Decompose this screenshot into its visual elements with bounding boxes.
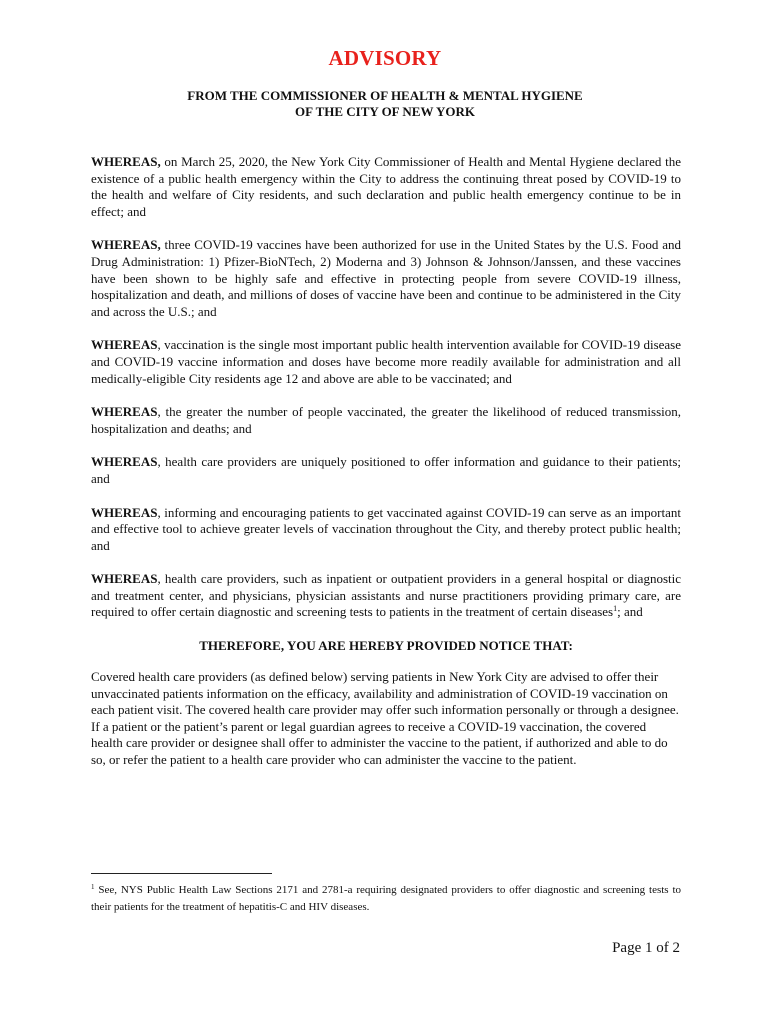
covered-providers-paragraph: Covered health care providers (as defined below) serving patients in New York City are advised to offer their unvaccinated patients information on the efficacy, availability and administration of COVID-19 vaccination on each patient visit. The covered health care provider may offer such information personally or through a designee. If a patient or the patient’s parent or legal guardian agrees to receive a COVID-19 vaccination, the covered health care provider or designee shall offer to administer the vaccine to the patient, if authorized and able to do so, or refer the patient to a health care provider who can administer the vaccine to the patient. <box>91 669 679 768</box>
whereas-paragraph-2 <box>91 237 681 320</box>
whereas-text: on March 25, 2020, the New York City Commissioner of Health and Mental Hygiene declared the existence of a public health emergency within the City to address the continuing threat posed by COVID-19 to the health and welfare of City residents, and such declaration and public health emergency continue to be in effect; and <box>91 154 681 219</box>
whereas-lead: WHEREAS <box>91 504 158 520</box>
whereas-tail: ; and <box>617 604 643 620</box>
whereas-paragraph-3 <box>91 337 681 387</box>
notice-heading: THEREFORE, YOU ARE HEREBY PROVIDED NOTICE THAT: <box>199 638 573 654</box>
whereas-paragraph-1 <box>91 154 681 220</box>
whereas-text: three COVID-19 vaccines have been authorized for use in the United States by the U.S. Food and Drug Administration: 1) Pfizer-BioNTech, 2) Moderna and 3) Johnson & Johnson/Janssen, and these vaccines have been shown to be highly safe and effective in protecting people from severe COVID-19 illness, hospitalization and death, and millions of doses of vaccine have been and continue to be administered in the City and across the U.S.; and <box>91 237 681 319</box>
whereas-paragraph-6 <box>91 505 681 555</box>
footnote-divider <box>91 873 272 874</box>
whereas-lead: WHEREAS, <box>91 154 161 169</box>
whereas-paragraph-7 <box>91 571 681 621</box>
whereas-lead: WHEREAS, <box>91 237 161 253</box>
whereas-text: , informing and encouraging patients to get vaccinated against COVID-19 can serve as an important and effective tool to achieve greater levels of vaccination throughout the City, and thereby protect public health; and <box>91 504 681 553</box>
footnote-text: See, NYS Public Health Law Sections 2171 and 2781-a requiring designated providers to offer diagnostic and screening tests to their patients for the treatment of hepatitis-C and HIV diseases. <box>91 884 681 913</box>
advisory-subtitle <box>0 88 770 120</box>
footnote-reference[interactable]: 1 <box>613 604 618 614</box>
footnote <box>91 882 681 916</box>
whereas-paragraph-5 <box>91 454 681 487</box>
whereas-lead: WHEREAS <box>91 454 158 470</box>
advisory-title: ADVISORY <box>328 46 442 70</box>
whereas-lead: WHEREAS <box>91 337 158 353</box>
whereas-paragraph-4 <box>91 404 681 437</box>
page-number: Page 1 of 2 <box>612 940 680 956</box>
whereas-text: , health care providers, such as inpatient or outpatient providers in a general hospital or diagnostic and treatment center, and physicians, physician assistants and nurse practitioners providing primary care, are required to offer certain diagnostic and screening tests to patients in the treatment of certain diseases <box>91 571 681 620</box>
subtitle-line-1: FROM THE COMMISSIONER OF HEALTH & MENTAL HYGIENE <box>187 88 583 103</box>
whereas-lead: WHEREAS <box>91 571 158 587</box>
whereas-text: , the greater the number of people vaccinated, the greater the likelihood of reduced transmission, hospitalization and deaths; and <box>91 404 681 436</box>
whereas-lead: WHEREAS <box>91 404 158 420</box>
subtitle-line-2: OF THE CITY OF NEW YORK <box>295 104 475 119</box>
whereas-text: , vaccination is the single most important public health intervention available for COVID-19 disease and COVID-19 vaccine information and doses have become more readily available for administration and all medically-eligible City residents age 12 and above are able to be vaccinated; and <box>91 337 681 386</box>
whereas-text: , health care providers are uniquely positioned to offer information and guidance to their patients; and <box>91 454 681 486</box>
advisory-body <box>91 154 681 769</box>
footnote-mark: 1 <box>91 883 95 891</box>
